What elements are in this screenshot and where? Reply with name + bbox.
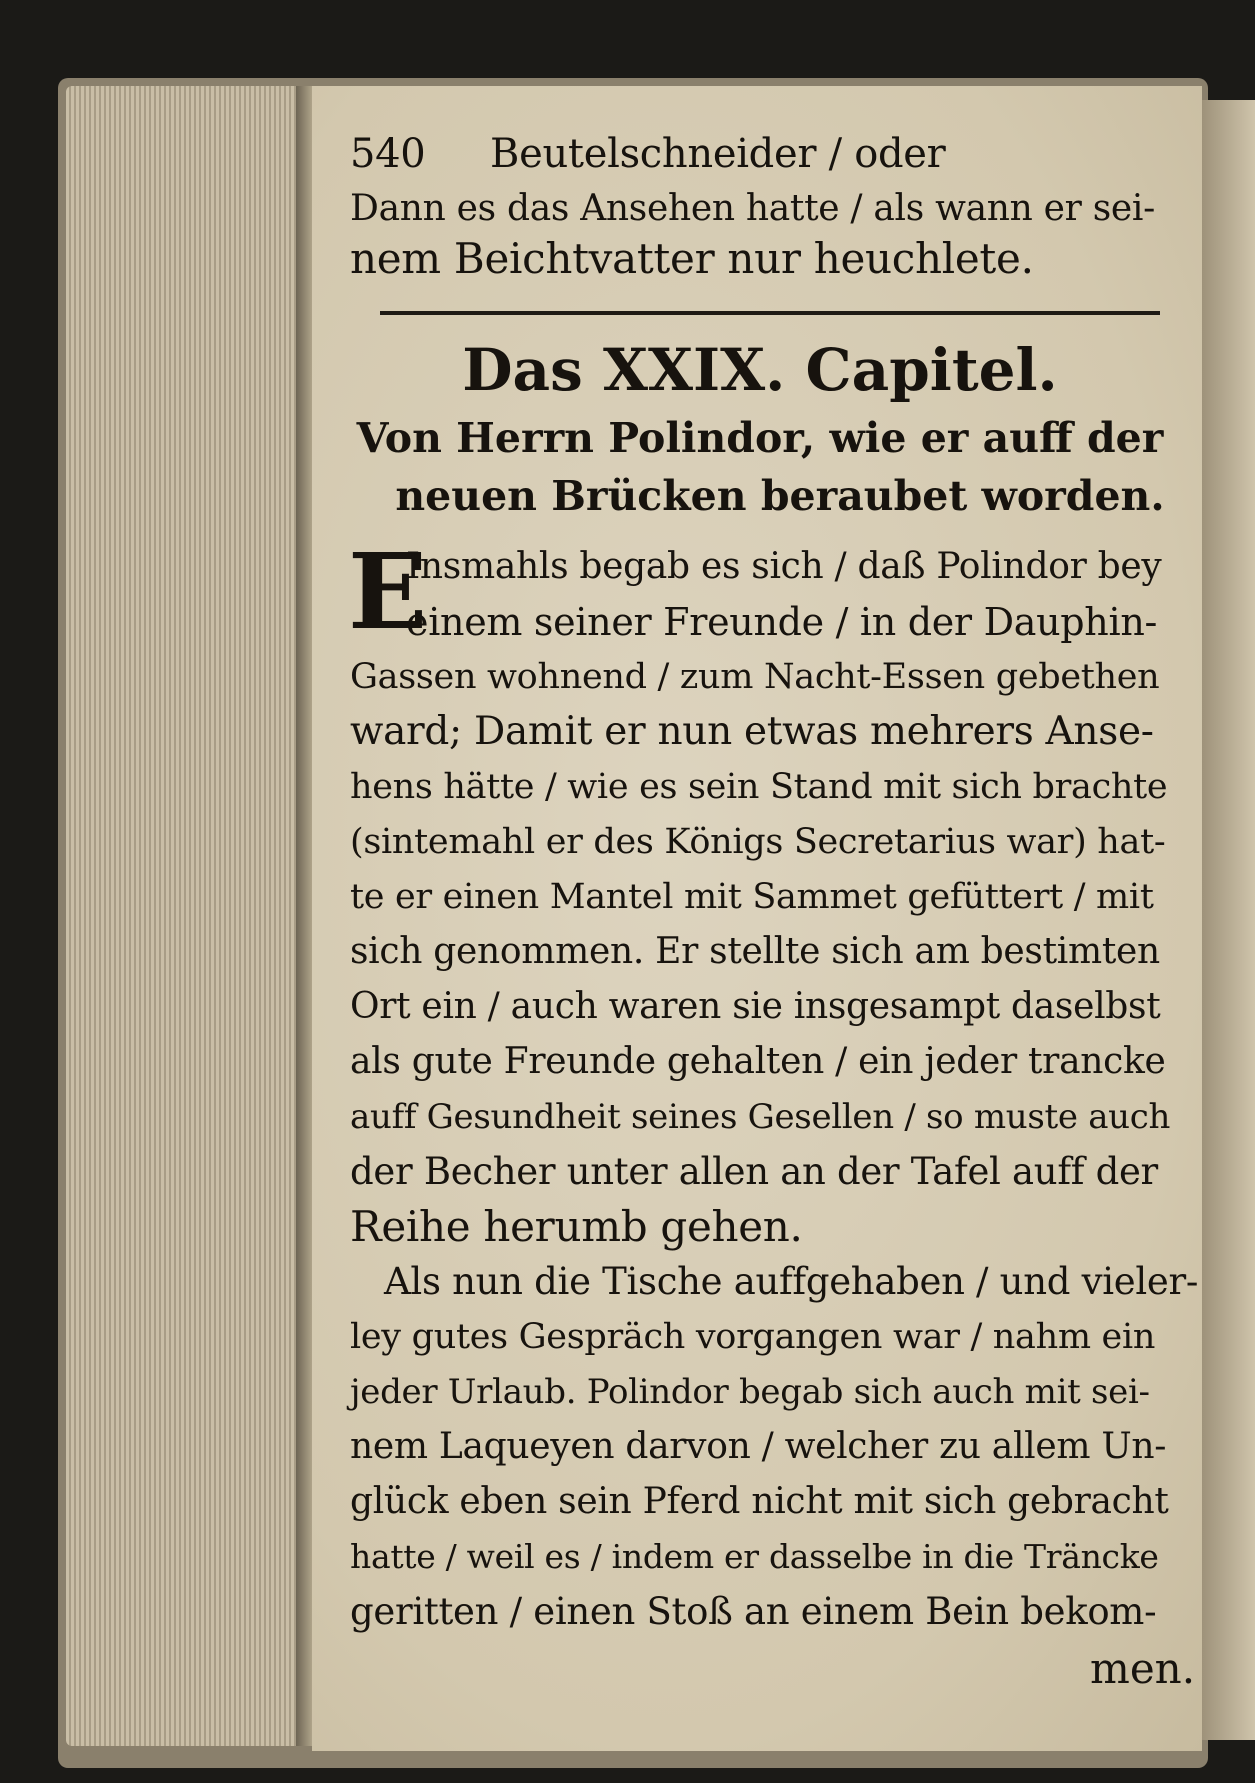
body-line: glück eben sein Pferd nicht mit sich gebracht <box>350 1481 1169 1522</box>
body-line: einem seiner Freunde / in der Dauphin- <box>406 600 1158 644</box>
running-head <box>350 130 1170 178</box>
body-line: Gassen wohnend / zum Nacht-Essen gebethen <box>350 657 1160 697</box>
chapter-title: Das XXIX. Capitel. <box>462 336 1058 404</box>
drop-cap: E <box>348 530 428 653</box>
chapter-subtitle-line: neuen Brücken beraubet worden. <box>395 472 1165 520</box>
body-line: Als nun die Tische auffgehaben / und vieler- <box>384 1260 1199 1303</box>
body-line: ward; Damit er nun etwas mehrers Anse- <box>350 709 1154 754</box>
page-number: 540 <box>350 131 426 177</box>
body-line: Insmahls begab es sich / daß Polindor bey <box>406 546 1162 587</box>
body-line: sich genommen. Er stellte sich am bestimten <box>350 931 1160 972</box>
body-line: te er einen Mantel mit Sammet gefüttert / mit <box>350 877 1154 917</box>
chapter-subtitle-line: Von Herrn Polindor, wie er auff der <box>356 414 1164 462</box>
running-head-title: Beutelschneider / oder <box>490 131 946 177</box>
body-line: jeder Urlaub. Polindor begab sich auch mit sei- <box>350 1372 1150 1412</box>
catchword: men. <box>1090 1644 1196 1693</box>
intro-line: nem Beichtvatter nur heuchlete. <box>350 234 1034 283</box>
body-line: der Becher unter allen an der Tafel auff der <box>350 1150 1158 1193</box>
body-line: geritten / einen Stoß an einem Bein bekom- <box>350 1590 1157 1633</box>
intro-line: Dann es das Ansehen hatte / als wann er sei- <box>350 188 1155 229</box>
body-line: auff Gesundheit seines Gesellen / so muste auch <box>350 1097 1171 1137</box>
section-rule <box>380 311 1160 315</box>
body-line: hens hätte / wie es sein Stand mit sich brachte <box>350 767 1168 807</box>
body-line: hatte / weil es / indem er dasselbe in die Träncke <box>350 1537 1159 1576</box>
page-edges <box>66 86 298 1746</box>
body-line: Ort ein / auch waren sie insgesampt daselbst <box>350 986 1161 1027</box>
body-line: als gute Freunde gehalten / ein jeder trancke <box>350 1041 1166 1082</box>
body-line: nem Laqueyen darvon / welcher zu allem Un- <box>350 1426 1167 1467</box>
body-line: Reihe herumb gehen. <box>350 1202 803 1251</box>
next-page-edge <box>1202 100 1255 1740</box>
body-line: ley gutes Gespräch vorgangen war / nahm ein <box>350 1317 1156 1357</box>
body-line: (sintemahl er des Königs Secretarius war) hat- <box>350 822 1166 862</box>
